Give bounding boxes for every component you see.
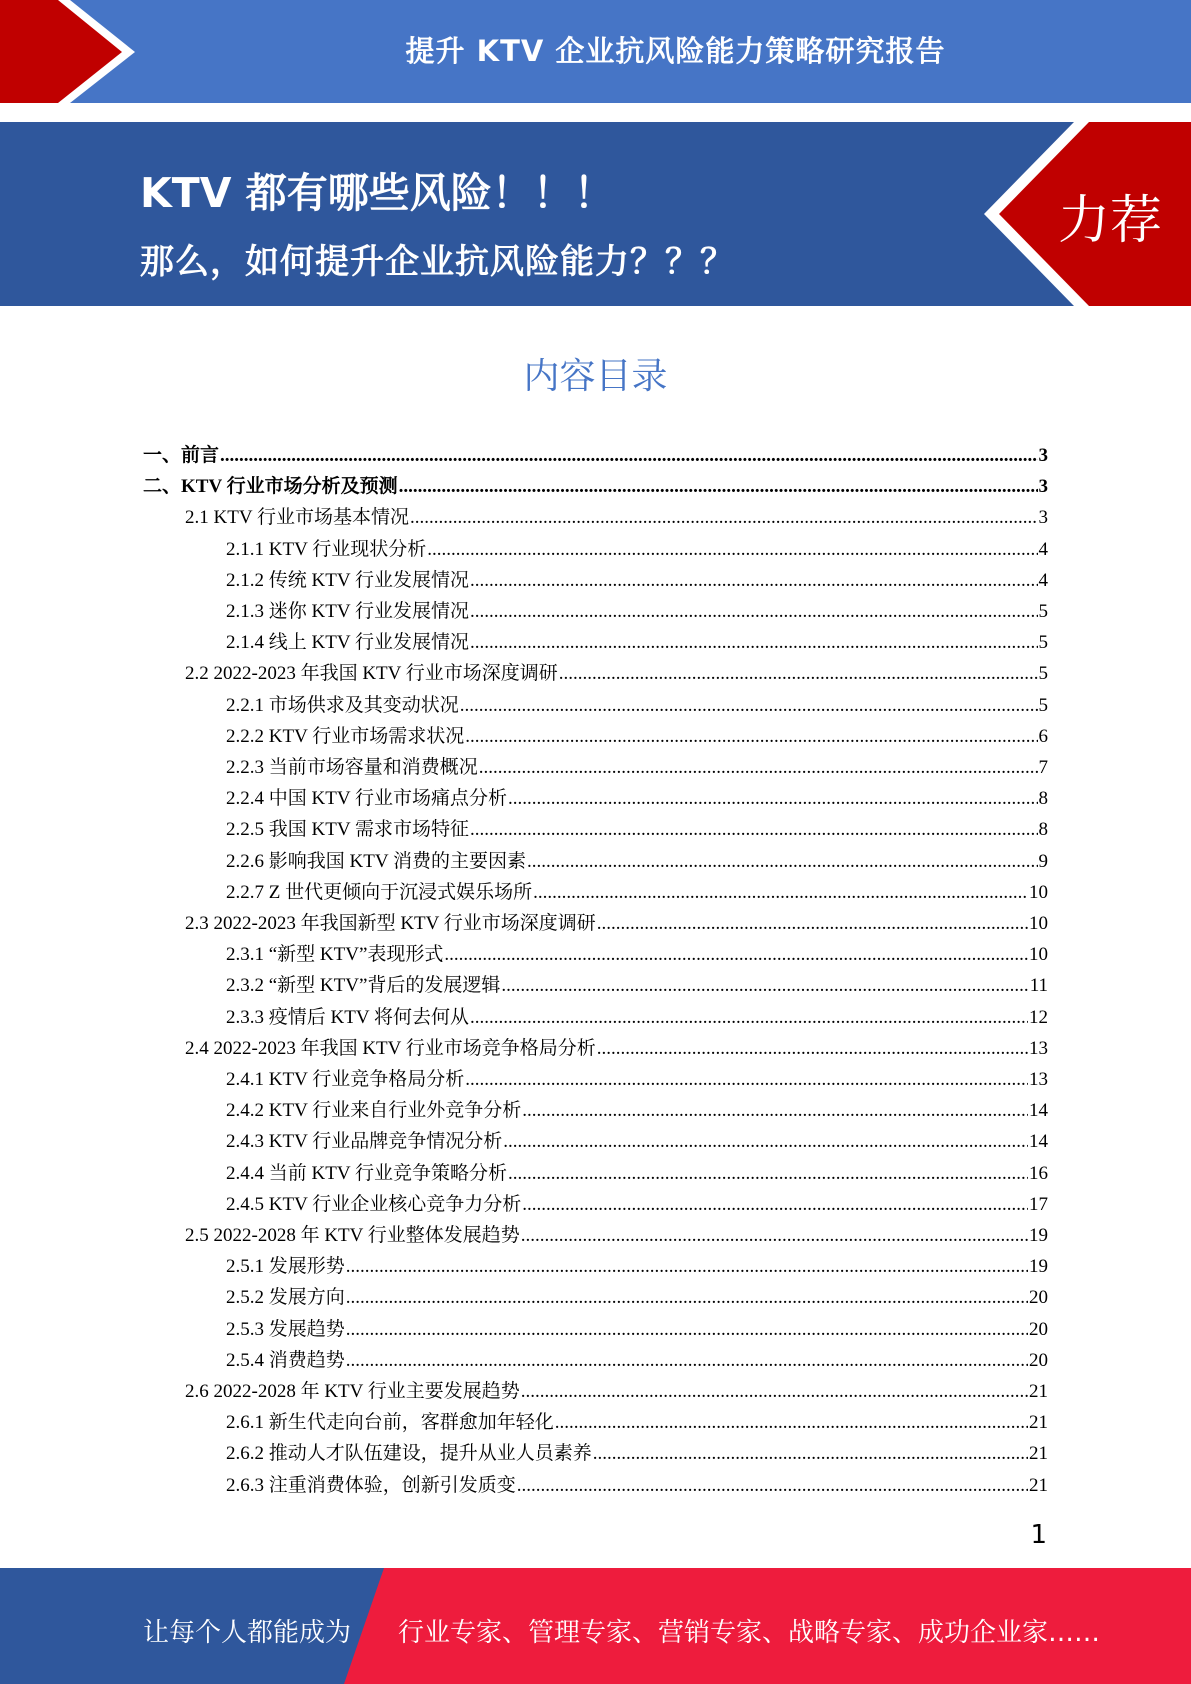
toc-entry-page: 11 [1029, 975, 1048, 997]
toc-leader-dots [517, 1475, 1028, 1497]
toc-leader-dots [521, 1381, 1028, 1403]
toc-leader-dots [559, 663, 1038, 685]
toc-entry-page: 4 [1038, 569, 1048, 591]
toc-entry[interactable] [226, 686, 1048, 717]
toc-leader-dots [555, 1412, 1028, 1434]
toc-entry[interactable] [226, 748, 1048, 779]
toc-entry[interactable] [226, 1403, 1048, 1434]
toc-entry-title: 2.3.2 “新型 KTV”背后的发展逻辑 [226, 975, 501, 997]
toc-entry[interactable] [226, 1060, 1048, 1091]
toc-entry[interactable] [226, 1278, 1048, 1309]
toc-entry-title: 一、前言 [143, 445, 220, 466]
toc-entry[interactable] [226, 842, 1048, 873]
toc-entry[interactable] [185, 1372, 1048, 1403]
toc-entry-title: 2.2.4 中国 KTV 行业市场痛点分析 [226, 788, 507, 810]
toc-entry[interactable] [226, 1185, 1048, 1216]
toc-entry-page: 21 [1029, 1443, 1048, 1465]
toc-entry-page: 6 [1038, 725, 1048, 747]
toc-entry-page: 5 [1038, 663, 1048, 685]
toc-entry-title: 2.1.1 KTV 行业现状分析 [226, 538, 427, 560]
toc-leader-dots [470, 632, 1038, 654]
toc-entry-title: 2.3.1 “新型 KTV”表现形式 [226, 944, 444, 966]
toc-entry-title: 2.1.3 迷你 KTV 行业发展情况 [226, 601, 469, 622]
toc-entry-title: 2.2.5 我国 KTV 需求市场特征 [226, 819, 469, 841]
footer-slogan-right: 行业专家、管理专家、营销专家、战略专家、成功企业家…… [398, 1618, 1101, 1648]
toc-entry-page: 20 [1029, 1287, 1048, 1309]
toc-entry[interactable] [226, 1434, 1048, 1465]
toc-leader-dots [346, 1287, 1028, 1309]
toc-leader-dots [470, 1007, 1028, 1029]
toc-entry[interactable] [226, 1341, 1048, 1372]
toc-entry[interactable] [226, 623, 1048, 654]
footer-slogan-left: 让每个人都能成为 [143, 1618, 352, 1648]
toc-leader-dots [470, 570, 1038, 592]
toc-entry-title: 2.5.4 消费趋势 [226, 1349, 345, 1371]
toc-entry[interactable] [226, 592, 1048, 623]
toc-entry-page: 8 [1038, 819, 1048, 841]
toc-entry-title: 2.4.2 KTV 行业来自行业外竞争分析 [226, 1100, 522, 1122]
toc-entry[interactable] [226, 810, 1048, 841]
toc-entry-page: 4 [1038, 538, 1048, 560]
recommend-badge: 力荐 [1058, 191, 1163, 251]
toc-entry-page: 21 [1029, 1474, 1048, 1496]
toc-leader-dots [597, 1038, 1028, 1060]
toc-entry-title: 2.6 2022-2028 年 KTV 行业主要发展趋势 [185, 1381, 520, 1402]
toc-entry-title: 2.2 2022-2023 年我国 KTV 行业市场深度调研 [185, 663, 558, 685]
toc-entry-page: 13 [1029, 1037, 1048, 1059]
toc-entry-title: 2.1.4 线上 KTV 行业发展情况 [226, 632, 469, 654]
toc-entry[interactable] [226, 1154, 1048, 1185]
toc-entry-page: 20 [1029, 1349, 1048, 1371]
toc-entry[interactable] [226, 779, 1048, 810]
toc-entry-title: 2.6.3 注重消费体验，创新引发质变 [226, 1474, 516, 1496]
toc-entry[interactable] [226, 561, 1048, 592]
toc-entry-title: 2.2.6 影响我国 KTV 消费的主要因素 [226, 850, 526, 872]
toc-leader-dots [444, 944, 1028, 966]
toc-entry-title: 2.2.2 KTV 行业市场需求状况 [226, 725, 465, 747]
page-number: 1 [1030, 1520, 1047, 1550]
toc-leader-dots [470, 601, 1038, 623]
toc-entry[interactable] [226, 717, 1048, 748]
toc-entry-title: 2.5 2022-2028 年 KTV 行业整体发展趋势 [185, 1225, 520, 1246]
toc-leader-dots [508, 788, 1038, 810]
toc-entry-page: 16 [1029, 1162, 1048, 1184]
toc-leader-dots [346, 1350, 1028, 1372]
toc-title: 内容目录 [523, 356, 668, 397]
toc-entry-title: 2.5.2 发展方向 [226, 1287, 345, 1309]
toc-leader-dots [410, 507, 1038, 529]
toc-entry-title: 2.1 KTV 行业市场基本情况 [185, 507, 409, 529]
toc-entry-page: 10 [1029, 913, 1048, 934]
toc-leader-dots [427, 539, 1037, 561]
toc-entry-title: 2.1.2 传统 KTV 行业发展情况 [226, 569, 469, 591]
toc-entry[interactable] [226, 1310, 1048, 1341]
toc-entry[interactable] [226, 1466, 1048, 1497]
toc-entry-title: 2.4 2022-2023 年我国 KTV 行业市场竞争格局分析 [185, 1037, 596, 1059]
toc-entry-page: 3 [1038, 476, 1048, 498]
toc-entry[interactable] [143, 467, 1048, 498]
toc-entry-title: 2.5.3 发展趋势 [226, 1318, 345, 1340]
toc-leader-dots [465, 1069, 1028, 1091]
toc-leader-dots [399, 476, 1038, 498]
toc-leader-dots [220, 445, 1037, 467]
toc-entry-page: 8 [1038, 788, 1048, 810]
toc-entry-title: 二、KTV 行业市场分析及预测 [143, 476, 398, 498]
toc-leader-dots [593, 1443, 1028, 1465]
toc-leader-dots [465, 726, 1037, 748]
toc-entry-title: 2.6.1 新生代走向台前，客群愈加年轻化 [226, 1412, 554, 1434]
toc-leader-dots [501, 975, 1028, 997]
toc-entry[interactable] [226, 1247, 1048, 1278]
toc-entry[interactable] [185, 1216, 1048, 1247]
toc-entry[interactable] [185, 498, 1048, 529]
toc-entry[interactable] [185, 654, 1048, 685]
banner-headline: KTV 都有哪些风险！！！ [140, 169, 615, 217]
toc-entry-title: 2.4.3 KTV 行业品牌竞争情况分析 [226, 1131, 503, 1153]
toc-entry[interactable] [226, 530, 1048, 561]
toc-entry-page: 21 [1029, 1412, 1048, 1434]
toc-entry[interactable] [226, 1091, 1048, 1122]
banner-subheadline: 那么，如何提升企业抗风险能力？？？ [140, 242, 735, 282]
toc-entry-page: 19 [1029, 1256, 1048, 1278]
toc-leader-dots [503, 1131, 1028, 1153]
toc-entry-page: 5 [1038, 601, 1048, 622]
toc-entry-page: 13 [1029, 1069, 1048, 1090]
toc-leader-dots [346, 1256, 1028, 1278]
header-divider [0, 103, 1191, 111]
toc-leader-dots [346, 1319, 1028, 1341]
toc-entry-title: 2.2.1 市场供求及其变动状况 [226, 694, 459, 716]
toc-entry[interactable] [185, 1029, 1048, 1060]
toc-entry[interactable] [226, 935, 1048, 966]
toc-leader-dots [533, 882, 1028, 904]
toc-entry-page: 9 [1038, 850, 1048, 872]
toc-entry-page: 20 [1029, 1318, 1048, 1340]
toc-entry-page: 14 [1029, 1131, 1048, 1153]
toc-leader-dots [479, 757, 1038, 779]
toc-entry-page: 10 [1029, 944, 1048, 966]
toc-entry[interactable] [226, 873, 1048, 904]
toc-entry-page: 3 [1038, 445, 1048, 466]
toc-leader-dots [508, 1163, 1028, 1185]
toc-entry[interactable] [185, 904, 1048, 935]
toc-entry-page: 19 [1029, 1225, 1048, 1246]
toc-entry-page: 21 [1029, 1381, 1048, 1402]
toc-entry-page: 17 [1029, 1193, 1048, 1215]
toc-leader-dots [521, 1225, 1028, 1247]
toc-leader-dots [522, 1194, 1028, 1216]
report-title: 提升 KTV 企业抗风险能力策略研究报告 [405, 34, 946, 68]
toc-leader-dots [460, 695, 1038, 717]
toc-leader-dots [522, 1100, 1028, 1122]
red-chevron-decoration [0, 0, 160, 111]
toc-entry-title: 2.5.1 发展形势 [226, 1256, 345, 1278]
toc-entry-page: 7 [1038, 757, 1048, 778]
toc-leader-dots [597, 913, 1028, 935]
toc-entry-title: 2.4.1 KTV 行业竞争格局分析 [226, 1069, 465, 1090]
toc-entry-page: 10 [1029, 881, 1048, 903]
toc-entry-page: 12 [1029, 1006, 1048, 1028]
toc-leader-dots [470, 819, 1038, 841]
toc-leader-dots [527, 851, 1038, 873]
toc-entry[interactable] [226, 966, 1048, 997]
toc-entry-page: 5 [1038, 694, 1048, 716]
toc-entry-title: 2.3.3 疫情后 KTV 将何去何从 [226, 1006, 469, 1028]
toc-entry-title: 2.2.3 当前市场容量和消费概况 [226, 757, 478, 778]
toc-entry-title: 2.4.4 当前 KTV 行业竞争策略分析 [226, 1162, 507, 1184]
toc-entry-title: 2.6.2 推动人才队伍建设，提升从业人员素养 [226, 1443, 592, 1465]
toc-entry-title: 2.4.5 KTV 行业企业核心竞争力分析 [226, 1193, 522, 1215]
toc-entry-page: 5 [1038, 632, 1048, 654]
toc-entry[interactable] [226, 1122, 1048, 1153]
toc-entry[interactable] [226, 998, 1048, 1029]
toc-entry-title: 2.2.7 Z 世代更倾向于沉浸式娱乐场所 [226, 881, 533, 903]
toc-entry[interactable] [143, 436, 1048, 467]
toc-entry-title: 2.3 2022-2023 年我国新型 KTV 行业市场深度调研 [185, 913, 596, 934]
toc-entry-page: 14 [1029, 1100, 1048, 1122]
toc-entry-page: 3 [1038, 507, 1048, 529]
